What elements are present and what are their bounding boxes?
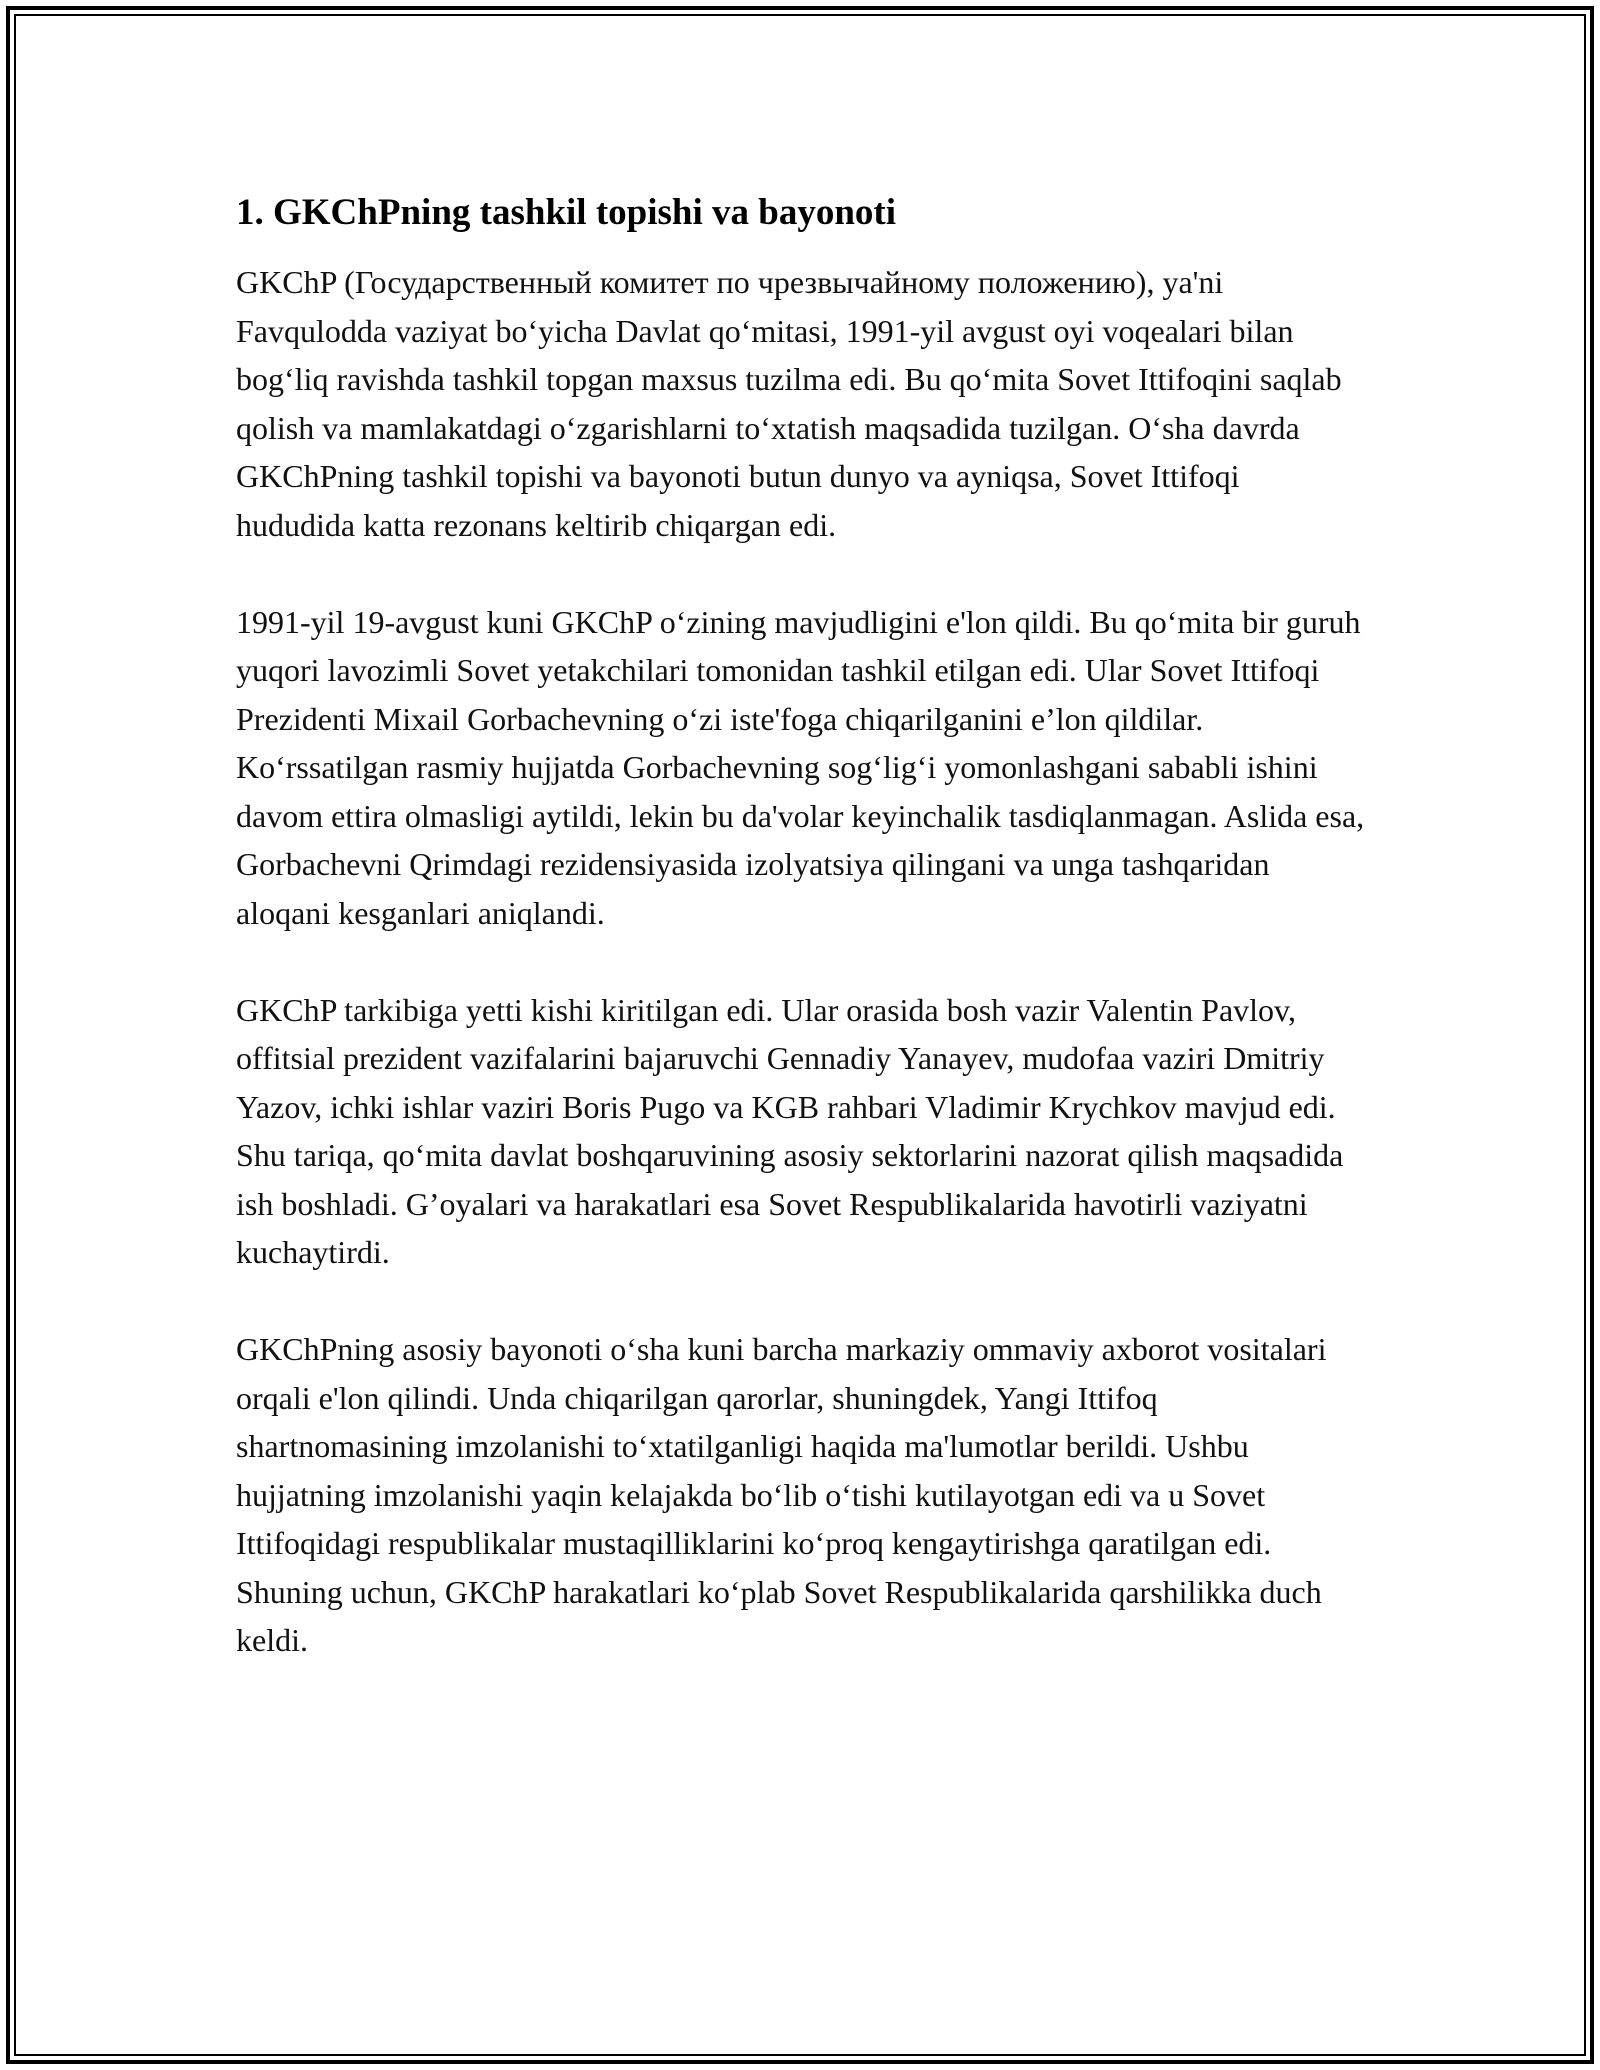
paragraph-3: GKChP tarkibiga yetti kishi kiritilgan edi. Ular orasida bosh vazir Valentin Pavlov, offitsial prezident vazifalarini bajaruvchi Gennadiy Yanayev, mudofaa vaziri Dmitriy Yazov, ichki ishlar vaziri Boris Pugo va KGB rahbari Vladimir Krychkov mavjud edi. Shu tariqa, qoʻmita davlat boshqaruvining asosiy sektorlarini nazorat qilish maqsadida ish boshladi. G’oyalari va harakatlari esa Sovet Respublikalarida havotirli vaziyatni kuchaytirdi. [236, 991, 1344, 1270]
paragraph-1: GKChP (Государственный комитет по чрезвычайному положению), ya'ni Favqulodda vaziyat boʻyicha Davlat qoʻmitasi, 1991-yil avgust oyi voqealari bilan bogʻliq ravishda tashkil topgan maxsus tuzilma edi. Bu qoʻmita Sovet Ittifoqini saqlab qolish va mamlakatdagi oʻzgarishlarni toʻxtatish maqsadida tuzilgan. Oʻsha davrda GKChPning tashkil topishi va bayonoti butun dunyo va ayniqsa, Sovet Ittifoqi hududida katta rezonans keltirib chiqargan edi. [236, 264, 1342, 543]
paragraph-2: 1991-yil 19-avgust kuni GKChP oʻzining mavjudligini e'lon qildi. Bu qoʻmita bir guruh yuqori lavozimli Sovet yetakchilari tomonidan tashkil etilgan edi. Ular Sovet Ittifoqi Prezidenti Mixail Gorbachevning oʻzi iste'foga chiqarilganini e’lon qildilar. Koʻrssatilgan rasmiy hujjatda Gorbachevning sogʻligʻi yomonlashgani sababli ishini davom ettira olmasligi aytildi, lekin bu da'volar keyinchalik tasdiqlanmagan. Aslida esa, Gorbachevni Qrimdagi rezidensiyasida izolyatsiya qilingani va unga tashqaridan aloqani kesganlari aniqlandi. [236, 603, 1365, 931]
document-body [236, 188, 1366, 1713]
section-heading: 1. GKChPning tashkil topishi va bayonoti [236, 192, 897, 233]
paragraph-4: GKChPning asosiy bayonoti oʻsha kuni barcha markaziy ommaviy axborot vositalari orqali e'lon qilindi. Unda chiqarilgan qarorlar, shuningdek, Yangi Ittifoq shartnomasining imzolanishi toʻxtatilganligi haqida ma'lumotlar berildi. Ushbu hujjatning imzolanishi yaqin kelajakda boʻlib oʻtishi kutilayotgan edi va u Sovet Ittifoqidagi respublikalar mustaqilliklarini koʻproq kengaytirishga qaratilgan edi. Shuning uchun, GKChP harakatlari koʻplab Sovet Respublikalarida qarshilikka duch keldi. [236, 1331, 1327, 1658]
